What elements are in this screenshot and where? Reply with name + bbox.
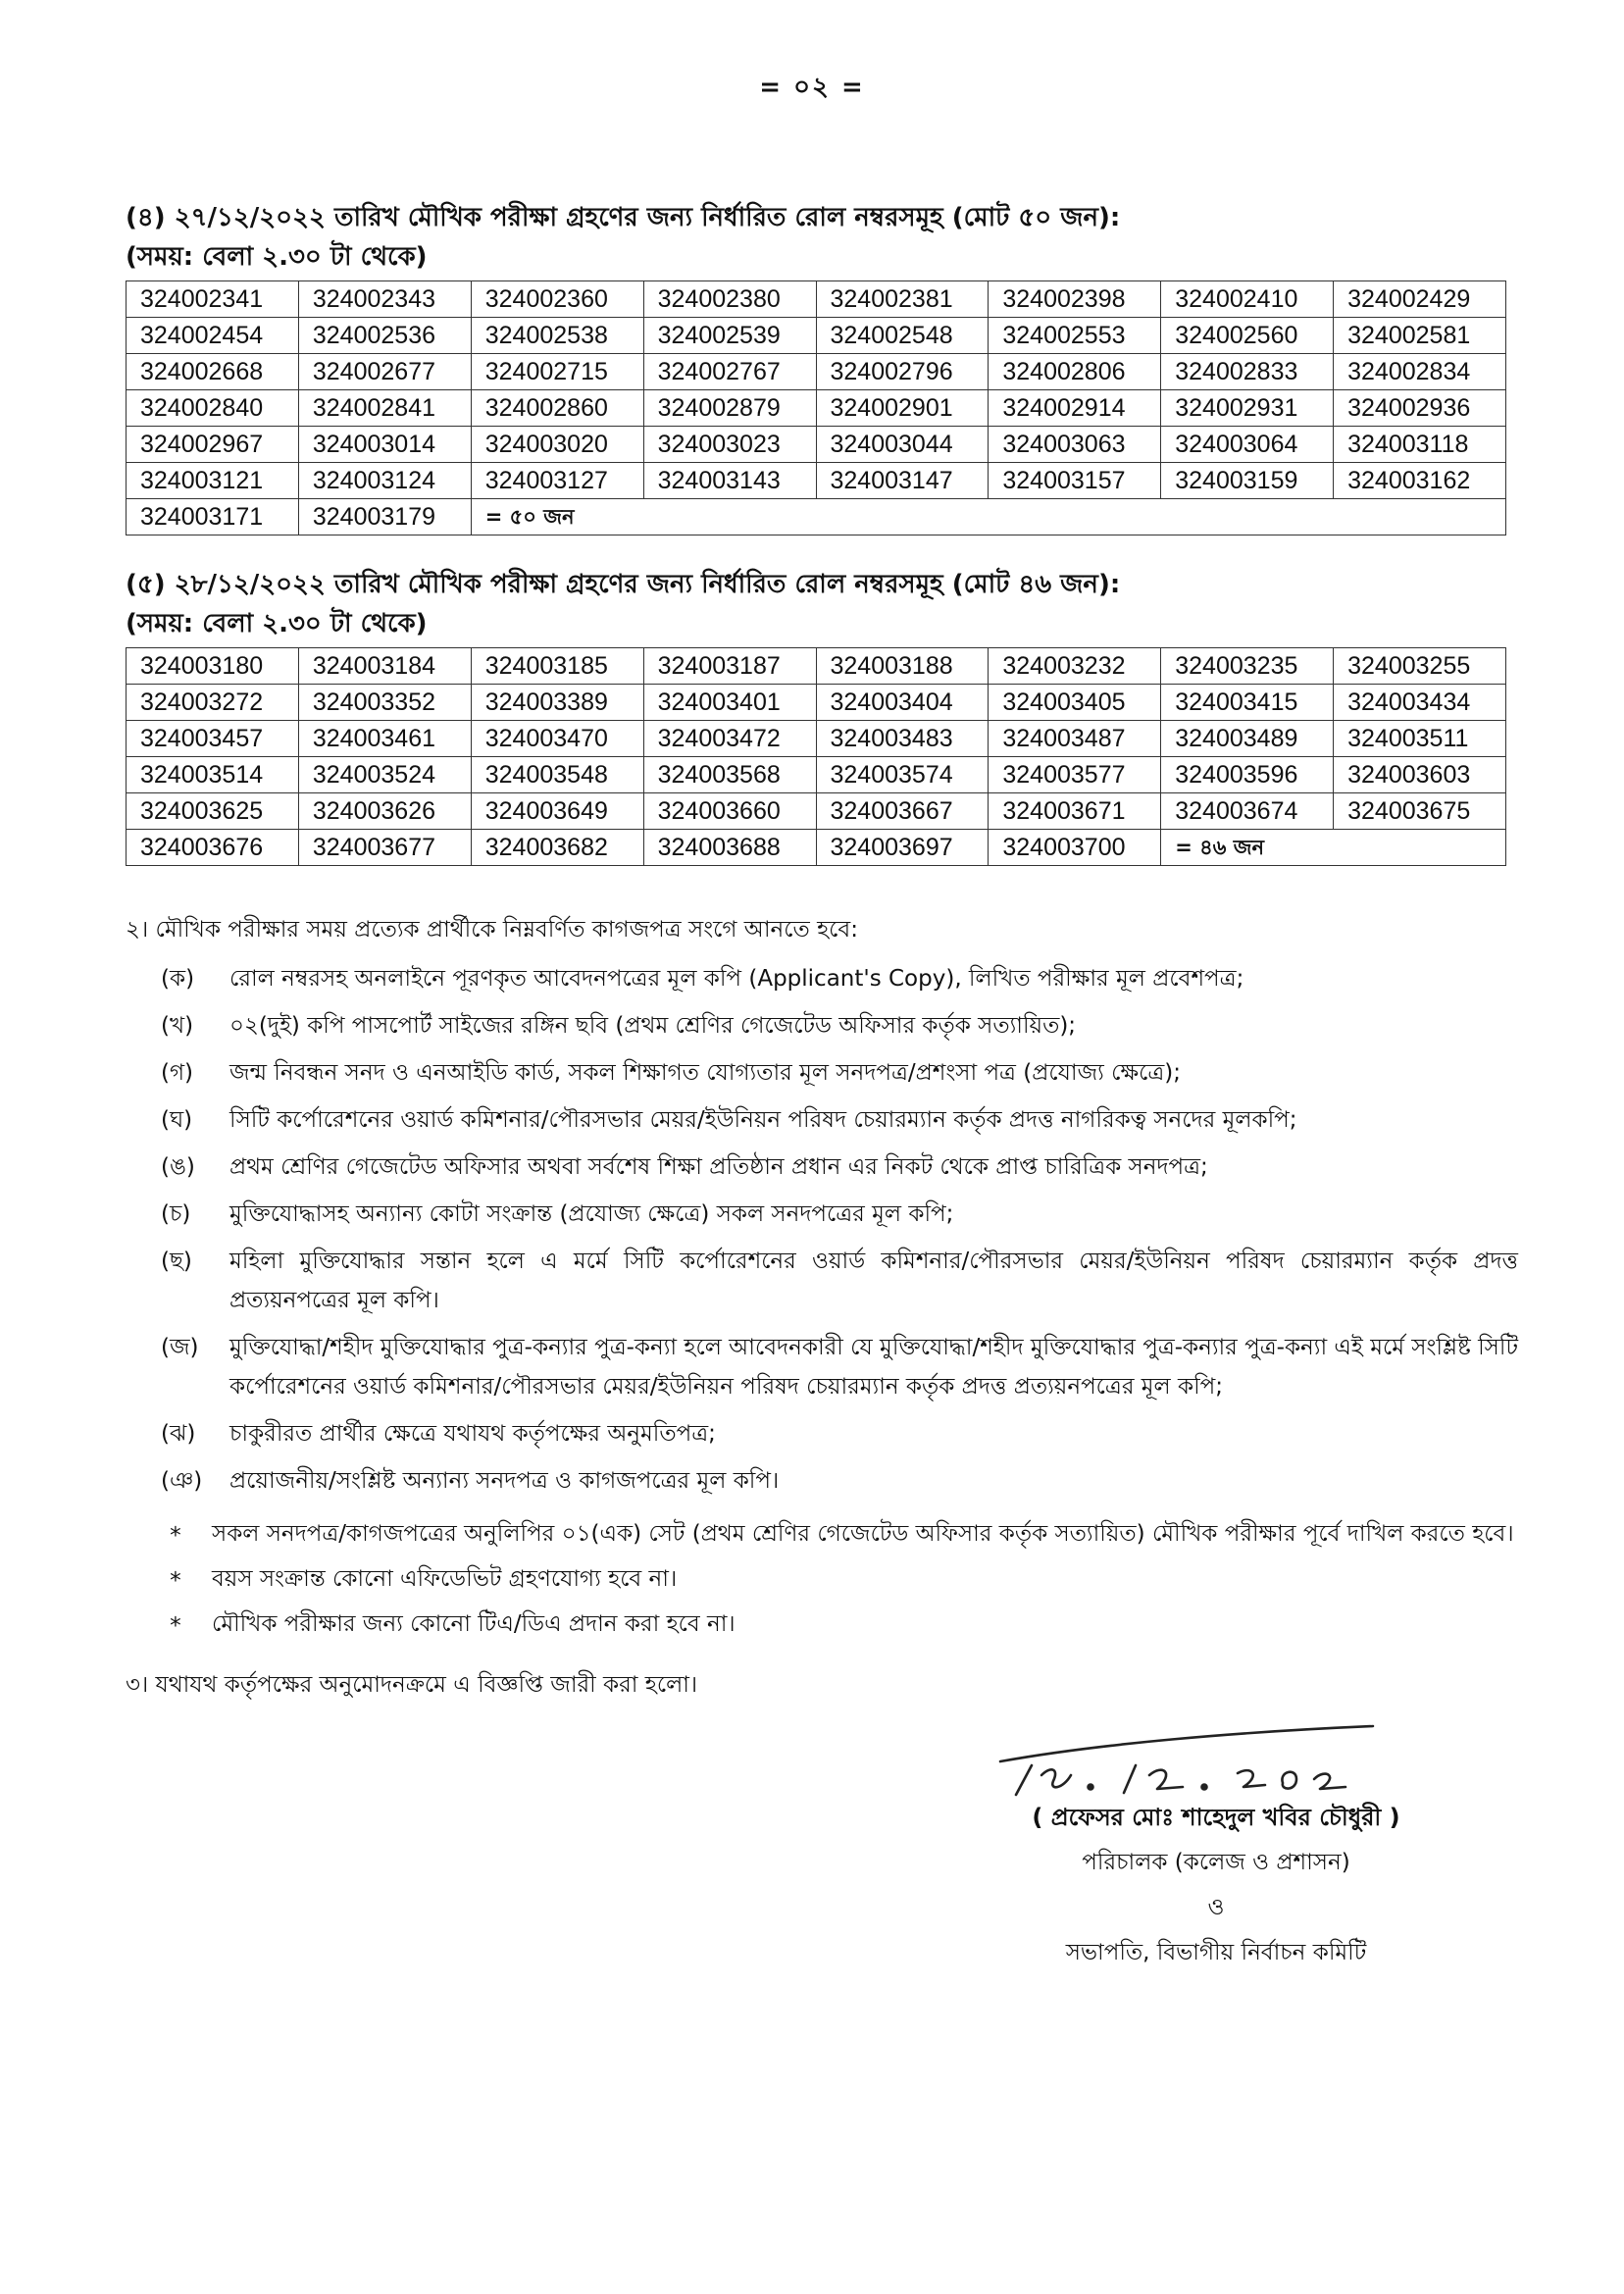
section-heading: (৪) ২৭/১২/২০২২ তারিখ মৌখিক পরীক্ষা গ্রহণের জন্য নির্ধারিত রোল নম্বরসমূহ (মোট ৫০ জন): bbox=[126, 203, 1121, 232]
list-item bbox=[126, 1195, 1518, 1234]
document-list bbox=[126, 959, 1518, 1501]
list-item-marker: (ঞ) bbox=[161, 1468, 203, 1494]
signatory-conjunction: ও bbox=[1207, 1895, 1225, 1920]
roll-number-cell: 324002767 bbox=[643, 354, 816, 390]
roll-number-cell: 324002560 bbox=[1161, 318, 1334, 354]
note-text: মৌখিক পরীক্ষার জন্য কোনো টিএ/ডিএ প্রদান করা হবে না। bbox=[212, 1611, 736, 1637]
list-item-marker: (গ) bbox=[161, 1060, 194, 1086]
roll-number-table bbox=[126, 647, 1506, 866]
roll-number-cell: 324003568 bbox=[643, 757, 816, 793]
roll-number-cell: 324003272 bbox=[127, 685, 299, 721]
note-item bbox=[126, 1514, 1518, 1554]
list-item-text: ০২(দুই) কপি পাসপোর্ট সাইজের রঙ্গিন ছবি (প্রথম শ্রেণির গেজেটেড অফিসার কর্তৃক সত্যায়িত); bbox=[229, 1013, 1077, 1039]
roll-number-cell: 324003676 bbox=[127, 830, 299, 866]
required-documents bbox=[126, 910, 1518, 1705]
closing-statement: ৩। যথাযথ কর্তৃপক্ষের অনুমোদনক্রমে এ বিজ্ঞপ্তি জারী করা হলো। bbox=[126, 1672, 698, 1698]
table-row bbox=[127, 721, 1506, 757]
roll-number-cell: 324003671 bbox=[989, 793, 1161, 830]
roll-number-cell: 324002538 bbox=[471, 318, 643, 354]
roll-number-cell: 324003389 bbox=[471, 685, 643, 721]
roll-number-cell: 324003457 bbox=[127, 721, 299, 757]
roll-number-cell: 324003352 bbox=[298, 685, 471, 721]
list-item bbox=[126, 1006, 1518, 1045]
section-time: (সময়: বেলা ২.৩০ টা থেকে) bbox=[126, 609, 428, 638]
list-item bbox=[126, 1147, 1518, 1187]
roll-number-cell: 324003649 bbox=[471, 793, 643, 830]
roll-number-cell: 324002581 bbox=[1334, 318, 1506, 354]
roll-number-cell: 324002380 bbox=[643, 281, 816, 318]
section-time: (সময়: বেলা ২.৩০ টা থেকে) bbox=[126, 242, 428, 272]
list-item bbox=[126, 1053, 1518, 1093]
roll-number-cell: 324003489 bbox=[1161, 721, 1334, 757]
signatory-title: পরিচালক (কলেজ ও প্রশাসন) bbox=[1082, 1850, 1350, 1875]
note-text: বয়স সংক্রান্ত কোনো এফিডেভিট গ্রহণযোগ্য হবে না। bbox=[212, 1566, 678, 1592]
roll-number-cell: 324003688 bbox=[643, 830, 816, 866]
roll-number-cell: 324003179 bbox=[298, 499, 471, 535]
list-item-text: জন্ম নিবন্ধন সনদ ও এনআইডি কার্ড, সকল শিক্ষাগত যোগ্যতার মূল সনদপত্র/প্রশংসা পত্র (প্রযোজ্য ক্ষেত্রে); bbox=[229, 1060, 1181, 1086]
roll-number-cell: 324003235 bbox=[1161, 648, 1334, 685]
list-item-text: মুক্তিযোদ্ধা/শহীদ মুক্তিযোদ্ধার পুত্র-কন্যার পুত্র-কন্যা হলে আবেদনকারী যে মুক্তিযোদ্ধা/শহীদ মুক্তিযোদ্ধার পুত্র-কন্যার পুত্র-কন্যা এই মর্মে সংশ্লিষ্ট সিটি কর্পোরেশনের ওয়ার্ড কমিশনার/পৌরসভার মেয়র/ইউনিয়ন পরিষদ চেয়ারম্যান কর্তৃক প্রদত্ত প্রত্যয়নপত্রের মূল কপি; bbox=[229, 1335, 1518, 1400]
list-item-marker: (জ) bbox=[161, 1335, 199, 1360]
list-item-marker: (ঝ) bbox=[161, 1421, 196, 1447]
note-item bbox=[126, 1559, 1518, 1599]
roll-number-cell: 324003157 bbox=[989, 463, 1161, 499]
roll-number-cell: 324003660 bbox=[643, 793, 816, 830]
roll-number-cell: 324002860 bbox=[471, 390, 643, 427]
roll-number-cell: 324002833 bbox=[1161, 354, 1334, 390]
roll-number-cell: 324002834 bbox=[1334, 354, 1506, 390]
list-item bbox=[126, 1328, 1518, 1406]
table-row bbox=[127, 281, 1506, 318]
table-row bbox=[127, 427, 1506, 463]
list-item-marker: (ঘ) bbox=[161, 1107, 193, 1133]
roll-number-cell: 324002341 bbox=[127, 281, 299, 318]
roll-number-cell: 324003682 bbox=[471, 830, 643, 866]
roll-number-cell: 324002668 bbox=[127, 354, 299, 390]
roll-number-cell: 324003548 bbox=[471, 757, 643, 793]
roll-number-cell: 324003524 bbox=[298, 757, 471, 793]
table-row bbox=[127, 830, 1506, 866]
roll-number-cell: 324003014 bbox=[298, 427, 471, 463]
roll-number-cell: 324002429 bbox=[1334, 281, 1506, 318]
list-item-text: রোল নম্বরসহ অনলাইনে পূরণকৃত আবেদনপত্রের মূল কপি (Applicant's Copy), লিখিত পরীক্ষার মূল প্রবেশপত্র; bbox=[229, 966, 1244, 992]
table-row bbox=[127, 499, 1506, 535]
list-item bbox=[126, 1100, 1518, 1140]
roll-number-cell: 324003184 bbox=[298, 648, 471, 685]
roll-number-cell: 324003603 bbox=[1334, 757, 1506, 793]
roll-number-cell: 324003162 bbox=[1334, 463, 1506, 499]
asterisk-bullet-icon: * bbox=[169, 1523, 182, 1549]
roll-number-cell: 324002553 bbox=[989, 318, 1161, 354]
total-count-cell: = ৪৬ জন bbox=[1161, 830, 1506, 866]
roll-number-cell: 324002715 bbox=[471, 354, 643, 390]
table-row bbox=[127, 318, 1506, 354]
page-number: = ০২ = bbox=[759, 73, 865, 102]
roll-number-cell: 324002840 bbox=[127, 390, 299, 427]
roll-number-cell: 324003434 bbox=[1334, 685, 1506, 721]
list-item-text: সিটি কর্পোরেশনের ওয়ার্ড কমিশনার/পৌরসভার মেয়র/ইউনিয়ন পরিষদ চেয়ারম্যান কর্তৃক প্রদত্ত নাগরিকত্ব সনদের মূলকপি; bbox=[229, 1107, 1297, 1133]
roll-number-cell: 324003511 bbox=[1334, 721, 1506, 757]
roll-section-5 bbox=[126, 565, 1508, 866]
roll-number-cell: 324003677 bbox=[298, 830, 471, 866]
roll-number-cell: 324002410 bbox=[1161, 281, 1334, 318]
roll-number-cell: 324003470 bbox=[471, 721, 643, 757]
roll-number-cell: 324003232 bbox=[989, 648, 1161, 685]
list-item bbox=[126, 1242, 1518, 1320]
asterisk-bullet-icon: * bbox=[169, 1568, 182, 1594]
roll-number-cell: 324003697 bbox=[816, 830, 989, 866]
roll-number-cell: 324003063 bbox=[989, 427, 1161, 463]
roll-number-cell: 324003255 bbox=[1334, 648, 1506, 685]
section-heading: (৫) ২৮/১২/২০২২ তারিখ মৌখিক পরীক্ষা গ্রহণের জন্য নির্ধারিত রোল নম্বরসমূহ (মোট ৪৬ জন): bbox=[126, 570, 1121, 599]
roll-number-cell: 324002381 bbox=[816, 281, 989, 318]
roll-number-cell: 324003675 bbox=[1334, 793, 1506, 830]
list-item-marker: (চ) bbox=[161, 1201, 191, 1227]
note-text: সকল সনদপত্র/কাগজপত্রের অনুলিপির ০১(এক) সেট (প্রথম শ্রেণির গেজেটেড অফিসার কর্তৃক সত্যায়িত) মৌখিক পরীক্ষার পূর্বে দাখিল করতে হবে। bbox=[212, 1521, 1514, 1547]
roll-number-cell: 324002454 bbox=[127, 318, 299, 354]
list-item bbox=[126, 1414, 1518, 1453]
roll-number-cell: 324003487 bbox=[989, 721, 1161, 757]
table-row bbox=[127, 390, 1506, 427]
roll-number-cell: 324002931 bbox=[1161, 390, 1334, 427]
roll-number-cell: 324003514 bbox=[127, 757, 299, 793]
roll-number-table bbox=[126, 280, 1506, 535]
list-item bbox=[126, 1461, 1518, 1501]
roll-number-cell: 324002806 bbox=[989, 354, 1161, 390]
roll-number-cell: 324003577 bbox=[989, 757, 1161, 793]
roll-number-cell: 324003404 bbox=[816, 685, 989, 721]
table-row bbox=[127, 757, 1506, 793]
roll-number-cell: 324003574 bbox=[816, 757, 989, 793]
table-row bbox=[127, 685, 1506, 721]
roll-number-cell: 324003596 bbox=[1161, 757, 1334, 793]
table-row bbox=[127, 648, 1506, 685]
roll-number-cell: 324003483 bbox=[816, 721, 989, 757]
roll-section-4 bbox=[126, 198, 1508, 535]
roll-number-cell: 324003401 bbox=[643, 685, 816, 721]
roll-number-cell: 324003667 bbox=[816, 793, 989, 830]
note-item bbox=[126, 1605, 1518, 1644]
roll-number-cell: 324003147 bbox=[816, 463, 989, 499]
signatory-block bbox=[961, 1795, 1471, 1975]
roll-number-cell: 324003405 bbox=[989, 685, 1161, 721]
table-row bbox=[127, 793, 1506, 830]
roll-number-cell: 324002548 bbox=[816, 318, 989, 354]
documents-intro: ২। মৌখিক পরীক্ষার সময় প্রত্যেক প্রার্থীকে নিম্নবর্ণিত কাগজপত্র সংগে আনতে হবে: bbox=[126, 917, 858, 943]
roll-number-cell: 324002343 bbox=[298, 281, 471, 318]
signatory-title-2: সভাপতি, বিভাগীয় নির্বাচন কমিটি bbox=[1065, 1940, 1367, 1965]
total-count-cell: = ৫০ জন bbox=[471, 499, 1505, 535]
roll-number-cell: 324002539 bbox=[643, 318, 816, 354]
roll-number-cell: 324002360 bbox=[471, 281, 643, 318]
table-row bbox=[127, 354, 1506, 390]
roll-number-cell: 324003415 bbox=[1161, 685, 1334, 721]
roll-number-cell: 324003159 bbox=[1161, 463, 1334, 499]
roll-number-cell: 324003171 bbox=[127, 499, 299, 535]
roll-number-cell: 324003461 bbox=[298, 721, 471, 757]
roll-number-cell: 324003472 bbox=[643, 721, 816, 757]
roll-number-cell: 324003124 bbox=[298, 463, 471, 499]
list-item-text: মহিলা মুক্তিযোদ্ধার সন্তান হলে এ মর্মে সিটি কর্পোরেশনের ওয়ার্ড কমিশনার/পৌরসভার মেয়র/ইউনিয়ন পরিষদ চেয়ারম্যান কর্তৃক প্রদত্ত প্রত্যয়নপত্রের মূল কপি। bbox=[229, 1249, 1518, 1313]
list-item bbox=[126, 959, 1518, 998]
roll-number-cell: 324003180 bbox=[127, 648, 299, 685]
list-item-text: প্রয়োজনীয়/সংশ্লিষ্ট অন্যান্য সনদপত্র ও কাগজপত্রের মূল কপি। bbox=[229, 1468, 780, 1494]
roll-number-cell: 324002841 bbox=[298, 390, 471, 427]
roll-number-cell: 324002914 bbox=[989, 390, 1161, 427]
table-row bbox=[127, 463, 1506, 499]
roll-number-cell: 324002936 bbox=[1334, 390, 1506, 427]
list-item-text: চাকুরীরত প্রার্থীর ক্ষেত্রে যথাযথ কর্তৃপক্ষের অনুমতিপত্র; bbox=[229, 1421, 716, 1447]
roll-number-cell: 324003023 bbox=[643, 427, 816, 463]
roll-number-cell: 324003626 bbox=[298, 793, 471, 830]
roll-number-cell: 324003127 bbox=[471, 463, 643, 499]
roll-number-cell: 324002879 bbox=[643, 390, 816, 427]
roll-number-cell: 324003044 bbox=[816, 427, 989, 463]
roll-number-cell: 324002677 bbox=[298, 354, 471, 390]
roll-number-cell: 324003674 bbox=[1161, 793, 1334, 830]
roll-number-cell: 324002536 bbox=[298, 318, 471, 354]
roll-number-cell: 324003020 bbox=[471, 427, 643, 463]
asterisk-bullet-icon: * bbox=[169, 1613, 182, 1639]
roll-number-cell: 324003121 bbox=[127, 463, 299, 499]
list-item-marker: (ঙ) bbox=[161, 1154, 195, 1180]
list-item-marker: (ছ) bbox=[161, 1249, 192, 1274]
roll-number-cell: 324003185 bbox=[471, 648, 643, 685]
roll-number-cell: 324003700 bbox=[989, 830, 1161, 866]
roll-number-cell: 324002796 bbox=[816, 354, 989, 390]
roll-number-cell: 324002901 bbox=[816, 390, 989, 427]
list-item-text: প্রথম শ্রেণির গেজেটেড অফিসার অথবা সর্বশেষ শিক্ষা প্রতিষ্ঠান প্রধান এর নিকট থেকে প্রাপ্ত চারিত্রিক সনদপত্র; bbox=[229, 1154, 1208, 1180]
roll-number-cell: 324003188 bbox=[816, 648, 989, 685]
list-item-text: মুক্তিযোদ্ধাসহ অন্যান্য কোটা সংক্রান্ত (প্রযোজ্য ক্ষেত্রে) সকল সনদপত্রের মূল কপি; bbox=[229, 1201, 954, 1227]
roll-number-cell: 324003187 bbox=[643, 648, 816, 685]
list-item-marker: (ক) bbox=[161, 966, 195, 992]
note-list bbox=[126, 1514, 1518, 1644]
signatory-name: ( প্রফেসর মোঃ শাহেদুল খবির চৌধুরী ) bbox=[1032, 1804, 1400, 1831]
roll-number-cell: 324003118 bbox=[1334, 427, 1506, 463]
roll-number-cell: 324003625 bbox=[127, 793, 299, 830]
roll-number-cell: 324002398 bbox=[989, 281, 1161, 318]
roll-number-cell: 324002967 bbox=[127, 427, 299, 463]
roll-number-cell: 324003143 bbox=[643, 463, 816, 499]
roll-number-cell: 324003064 bbox=[1161, 427, 1334, 463]
list-item-marker: (খ) bbox=[161, 1013, 194, 1039]
